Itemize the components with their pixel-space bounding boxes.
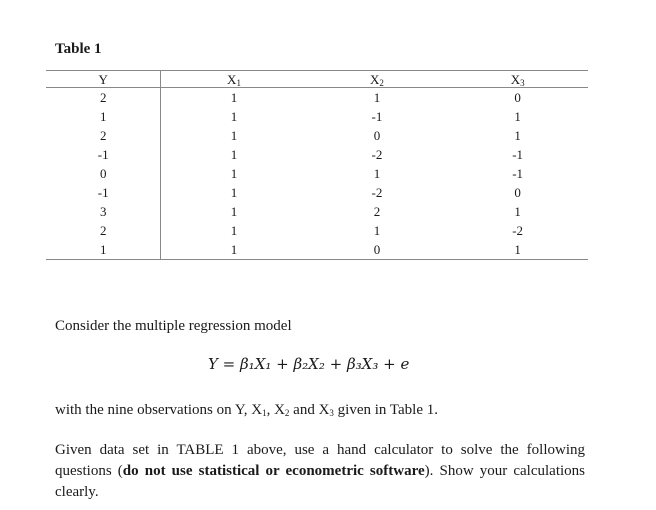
table-row xyxy=(46,183,588,202)
cell-x1: 1 xyxy=(230,166,238,181)
cell-x1: 1 xyxy=(230,128,238,143)
table-row xyxy=(46,126,588,145)
cell-x3: 0 xyxy=(514,185,521,200)
cell-x3: 1 xyxy=(514,109,521,124)
cell-y: 0 xyxy=(46,164,161,183)
cell-x3: -2 xyxy=(512,223,524,238)
cell-x3: 1 xyxy=(514,204,521,219)
cell-x1: 1 xyxy=(230,109,238,124)
cell-y: 2 xyxy=(46,88,161,108)
cell-x2: -2 xyxy=(371,185,383,200)
cell-x1: 1 xyxy=(230,185,238,200)
table-row xyxy=(46,164,588,183)
table-row xyxy=(46,145,588,164)
cell-x2: 0 xyxy=(307,240,448,260)
cell-y: 2 xyxy=(46,221,161,240)
table-header-row xyxy=(46,71,588,88)
table-row xyxy=(46,202,588,221)
header-y: Y xyxy=(46,71,161,88)
cell-x3: -1 xyxy=(512,166,524,181)
cell-x3: -1 xyxy=(512,147,524,162)
intro-text: Consider the multiple regression model xyxy=(55,318,292,334)
cell-x2: 1 xyxy=(373,223,381,238)
cell-y: 2 xyxy=(46,126,161,145)
table-row xyxy=(46,221,588,240)
cell-x1: 1 xyxy=(230,90,238,105)
cell-x2: 0 xyxy=(373,128,381,143)
table-row xyxy=(46,107,588,126)
cell-y: -1 xyxy=(46,145,161,164)
data-table xyxy=(46,70,588,260)
cell-x3: 1 xyxy=(514,128,521,143)
table-row xyxy=(46,240,588,260)
observations-text: with the nine observations on Y, $X_1$, $X_2$ and $X_3$ given in Table 1. xyxy=(55,402,438,418)
regression-formula: Y = β₁X₁ + β₂X₂ + β₃X₃ + e xyxy=(208,355,410,373)
cell-y: 3 xyxy=(46,202,161,221)
cell-x2: 1 xyxy=(373,90,381,105)
header-x3: $X_3$ xyxy=(447,71,588,88)
cell-x3: 1 xyxy=(447,240,588,260)
header-x1: $X_1$ xyxy=(161,71,307,88)
cell-x1: 1 xyxy=(230,147,238,162)
cell-y: 1 xyxy=(46,240,161,260)
cell-y: -1 xyxy=(46,183,161,202)
header-x2: $X_2$ xyxy=(307,71,448,88)
table-title: Table 1 xyxy=(55,41,102,57)
cell-y: 1 xyxy=(46,107,161,126)
table-row xyxy=(46,88,588,108)
instructions-text: Given data set in TABLE 1 above, use a hand calculator to solve the following questions (do not use statistical or econometric software). Show your calculations clearly. xyxy=(55,442,586,500)
cell-x2: 1 xyxy=(373,166,381,181)
instructions-emphasis: do not use statistical or econometric software xyxy=(122,463,425,479)
cell-x2: 2 xyxy=(373,204,381,219)
cell-x1: 1 xyxy=(230,223,238,238)
cell-x3: 0 xyxy=(514,90,521,105)
cell-x1: 1 xyxy=(161,240,307,260)
cell-x2: -1 xyxy=(371,109,383,124)
cell-x2: -2 xyxy=(371,147,383,162)
cell-x1: 1 xyxy=(230,204,238,219)
